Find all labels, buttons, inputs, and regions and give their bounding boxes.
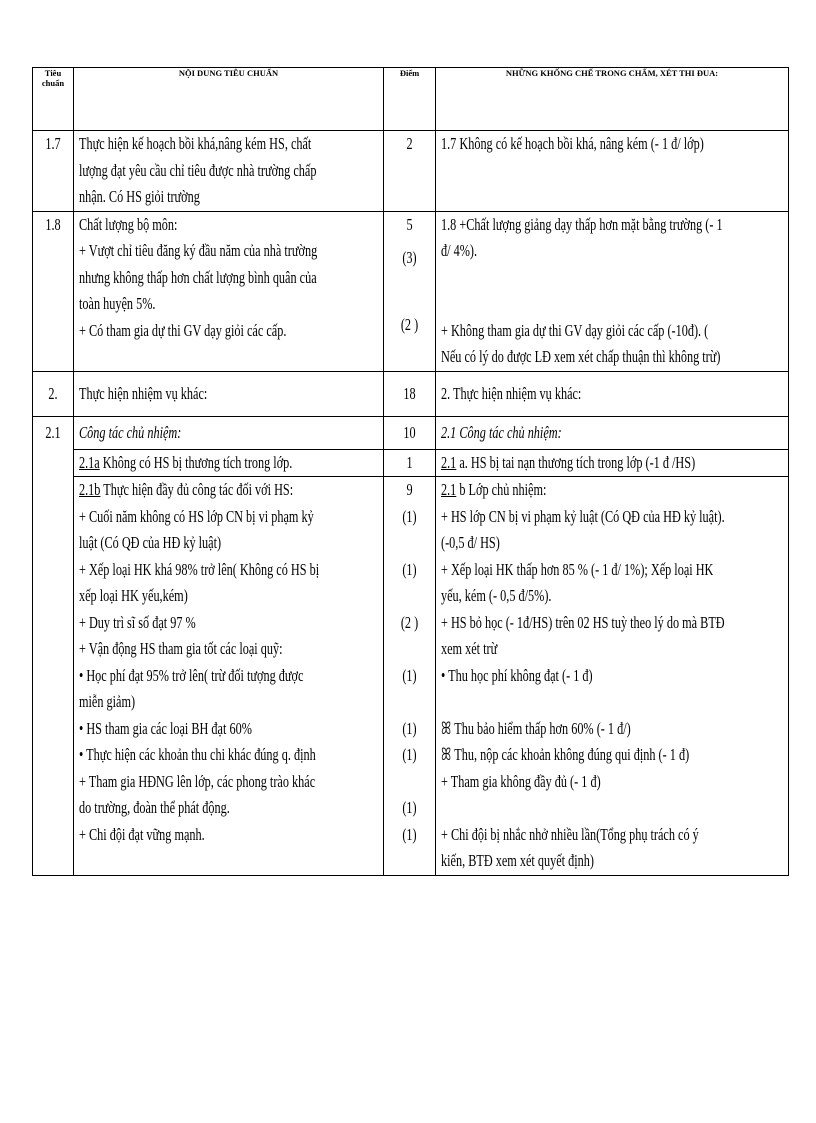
criteria-table [32, 67, 789, 876]
header-limits: NHỮNG KHỐNG CHẾ TRONG CHẤM, XÉT THI ĐUA: [436, 68, 789, 131]
criterion-score: 1 [384, 449, 436, 477]
table-row [33, 211, 789, 371]
criterion-code: 2. [33, 371, 74, 416]
criterion-score: 18 [384, 371, 436, 416]
criterion-score: 2 [384, 131, 436, 212]
criterion-content: Công tác chủ nhiệm: [74, 416, 384, 449]
table-row [33, 477, 789, 876]
criterion-content: 2.1b Thực hiện đầy đủ công tác đối với HS: + Cuối năm không có HS lớp CN bị vi phạm kỷ luật (Có QĐ của HĐ kỷ luật) + Xếp loại HK khá 98% trở lên( Không có HS bị xếp loại HK yếu,kém) + Duy trì sĩ số đạt 97 % + Vận động HS tham gia tốt các loại quỹ: • Học phí đạt 95% trở lên( trừ đối tượng được miễn giảm) • HS tham gia các loại BH đạt 60% • Thực hiện các khoản thu chi khác đúng q. định + Tham gia HĐNG lên lớp, các phong trào khác do trường, đoàn thể phát động. + Chi đội đạt vững mạnh. [74, 477, 384, 876]
criterion-limits: 1.8 +Chất lượng giảng dạy thấp hơn mặt bằng trường (- 1 đ/ 4%). + Không tham gia dự thi GV dạy giỏi các cấp (-10đ). ( Nếu có lý do được LĐ xem xét chấp thuận thì không trừ) [436, 211, 789, 371]
header-criterion: Tiêu chuẩn [33, 68, 74, 131]
criterion-content: Thực hiện kế hoạch bồi khá,nâng kém HS, chất lượng đạt yêu cầu chỉ tiêu được nhà trường chấp nhận. Có HS giỏi trường [74, 131, 384, 212]
criterion-content: Thực hiện nhiệm vụ khác: [74, 371, 384, 416]
criterion-limits: 2. Thực hiện nhiệm vụ khác: [436, 371, 789, 416]
criterion-code: 1.8 [33, 211, 74, 371]
criterion-content: Chất lượng bộ môn: + Vượt chỉ tiêu đăng ký đầu năm của nhà trường nhưng không thấp hơn chất lượng bình quân của toàn huyện 5%. + Có tham gia dự thi GV dạy giỏi các cấp. [74, 211, 384, 371]
criterion-code: 1.7 [33, 131, 74, 212]
table-row [33, 371, 789, 416]
criterion-limits: 2.1 b Lớp chủ nhiệm: + HS lớp CN bị vi phạm kỷ luật (Có QĐ của HĐ kỷ luật). (-0,5 đ/ HS) + Xếp loại HK thấp hơn 85 % (- 1 đ/ 1%); Xếp loại HK yếu, kém (- 0,5 đ/5%). + HS bỏ học (- 1đ/HS) trên 02 HS tuỳ theo lý do mà BTĐ xem xét trừ • Thu học phí không đạt (- 1 đ) ꕤ Thu bảo hiểm thấp hơn 60% (- 1 đ/) ꕤ Thu, nộp các khoản không đúng qui định (- 1 đ) + Tham gia không đầy đủ (- 1 đ) + Chi đội bị nhắc nhở nhiều lần(Tổng phụ trách có ý kiến, BTĐ xem xét quyết định) [436, 477, 789, 876]
criterion-score: 10 [384, 416, 436, 449]
table-row [33, 416, 789, 449]
header-score: Điểm [384, 68, 436, 131]
table-row [33, 131, 789, 212]
criterion-content: 2.1a Không có HS bị thương tích trong lớp. [74, 449, 384, 477]
header-content: NỘI DUNG TIÊU CHUẨN [74, 68, 384, 131]
criterion-limits: 2.1 Công tác chủ nhiệm: [436, 416, 789, 449]
criterion-score: 9 (1) (1) (2 ) (1) (1) (1) (1) (1) [384, 477, 436, 876]
criterion-limits: 1.7 Không có kế hoạch bồi khá, nâng kém (- 1 đ/ lớp) [436, 131, 789, 212]
table-row [33, 449, 789, 477]
criterion-code: 2.1 [33, 416, 74, 875]
header-row [33, 68, 789, 131]
criterion-score: 5 (3) (2 ) [384, 211, 436, 371]
criterion-limits: 2.1 a. HS bị tai nạn thương tích trong lớp (-1 đ /HS) [436, 449, 789, 477]
